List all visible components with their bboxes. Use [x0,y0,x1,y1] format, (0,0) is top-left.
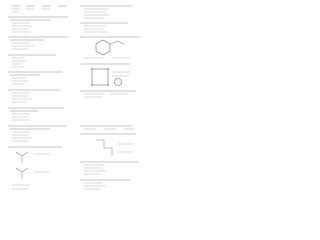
question-right-3 [80,91,136,97]
worksheet-content [0,0,149,198]
question-right-2 [80,23,128,32]
question-right-1 [80,6,132,18]
question-bottom-right-1 [80,126,134,129]
structure-diagram-2 [80,64,130,86]
worksheet-page [0,0,149,198]
question-5 [8,90,60,102]
question-6 [8,108,64,120]
question-4 [8,72,62,84]
question-2 [8,37,68,49]
structure-diagram-1 [80,37,140,58]
structure-diagram-3 [8,147,62,189]
question-3 [8,55,56,67]
question-bottom-right-2 [80,162,138,189]
question-1 [8,17,68,32]
question-bottom-left-1 [8,126,66,141]
left-header [12,6,66,12]
structure-diagram-4 [80,134,136,156]
